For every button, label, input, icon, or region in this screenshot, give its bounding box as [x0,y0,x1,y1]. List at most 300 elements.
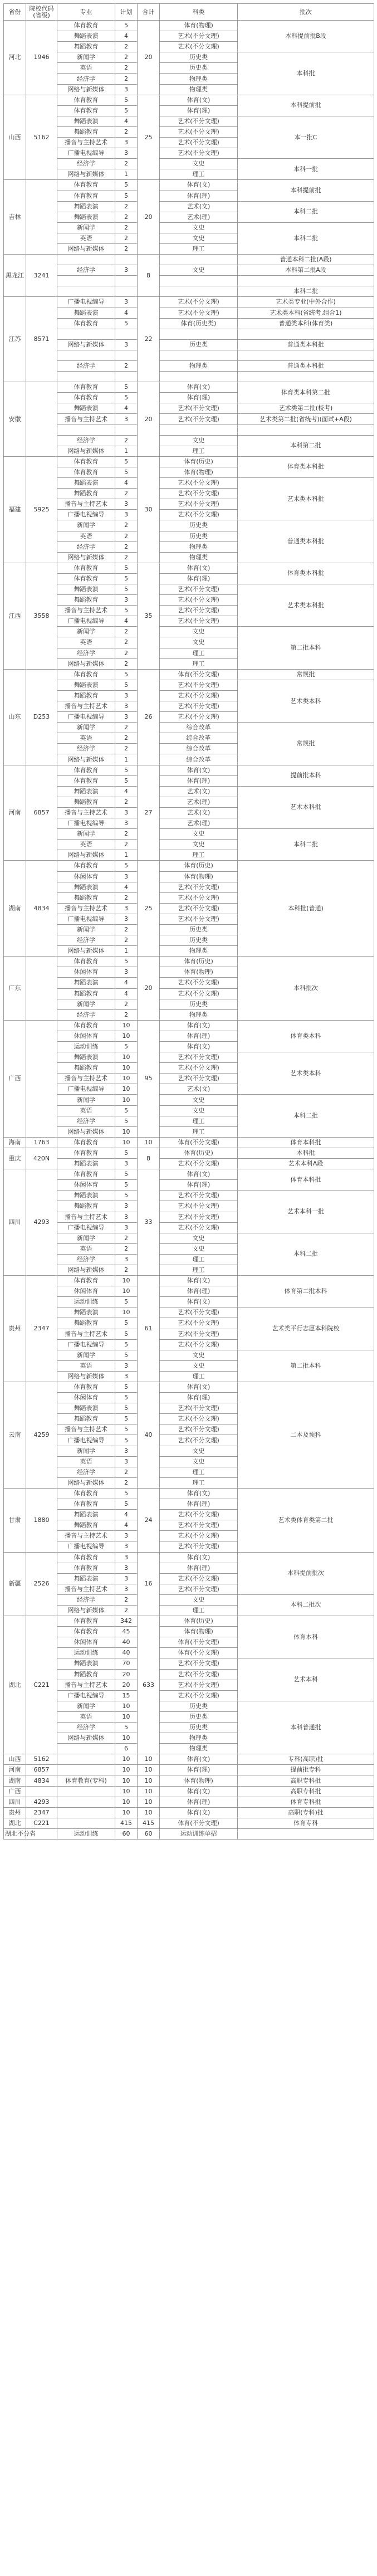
subject-category-cell: 艺术(不分文理) [160,1680,238,1690]
plan-cell: 1 [115,850,138,861]
major-cell: 广播电视编导 [57,1541,115,1552]
major-cell: 舞蹈表演 [57,680,115,690]
subject-category-cell: 体育(理) [160,775,238,786]
subject-category-cell [160,329,238,339]
major-cell: 体育教育(专科) [57,1775,115,1786]
subject-category-cell: 艺术(不分文理) [160,1520,238,1531]
plan-cell: 5 [115,21,138,31]
major-cell: 新闻学 [57,222,115,233]
batch-cell: 艺术类本科 [238,1052,374,1095]
table-row [4,786,374,797]
subject-category-cell: 艺术(不分文理) [160,903,238,914]
batch-cell: 艺术类体育类第二批 [238,1488,374,1552]
header-subject-category: 科类 [160,4,238,21]
plan-cell: 40 [115,1648,138,1658]
subject-category-cell: 艺术(不分文理) [160,403,238,414]
major-cell: 新闻学 [57,627,115,637]
plan-cell: 2 [115,489,138,499]
plan-cell: 5 [115,382,138,393]
batch-cell: 二本及预科 [238,1382,374,1489]
province-cell: 湖南 [4,1775,26,1786]
plan-cell: 10 [115,1733,138,1744]
major-cell: 舞蹈表演 [57,116,115,126]
major-cell: 播音与主持艺术 [57,1531,115,1541]
major-cell: 休闲体育 [57,967,115,978]
plan-cell: 3 [115,265,138,276]
table-row [4,478,374,489]
plan-cell: 5 [115,1488,138,1499]
total-cell: 33 [138,1169,160,1276]
subject-category-cell: 综合改革 [160,744,238,754]
subject-category-cell: 体育(不分文理) [160,669,238,680]
province-cell: 河南 [4,1765,26,1775]
total-cell: 22 [138,297,160,382]
table-row [4,723,374,733]
plan-cell: 4 [115,478,138,489]
major-cell: 舞蹈教育 [57,988,115,999]
subject-category-cell: 体育(历史) [160,1148,238,1158]
subject-category-cell: 体育(理) [160,191,238,201]
plan-cell: 5 [115,680,138,690]
subject-category-cell: 体育(理) [160,573,238,584]
plan-cell: 2 [115,1265,138,1275]
subject-category-cell: 艺术(不分文理) [160,1222,238,1233]
table-row [4,1276,374,1286]
subject-category-cell: 体育(理) [160,1563,238,1573]
table-row [4,339,374,350]
major-cell: 体育教育 [57,861,115,871]
major-cell: 经济学 [57,159,115,169]
major-cell: 广播电视编导 [57,616,115,627]
major-cell: 英语 [57,63,115,74]
subject-category-cell: 体育(历史) [160,1616,238,1627]
major-cell: 广播电视编导 [57,1222,115,1233]
major-cell: 英语 [57,1360,115,1371]
total-cell: 10 [138,1775,160,1786]
major-cell: 休闲体育 [57,1393,115,1403]
major-cell: 经济学 [57,361,115,372]
major-cell: 经济学 [57,1594,115,1605]
major-cell: 体育教育 [57,765,115,775]
major-cell: 网络与新媒体 [57,754,115,765]
plan-cell: 2 [115,658,138,669]
plan-cell: 10 [115,1286,138,1297]
batch-cell: 本科批次 [238,957,374,1021]
subject-category-cell: 艺术(不分文理) [160,712,238,723]
subject-category-cell: 艺术(不分文理) [160,690,238,701]
province-cell: 新疆 [4,1552,26,1616]
subject-category-cell: 文史 [160,1233,238,1243]
plan-cell: 5 [115,180,138,191]
major-cell: 播音与主持艺术 [57,701,115,712]
table-row [4,1828,374,1839]
batch-cell: 体育专科批 [238,1797,374,1807]
subject-category-cell: 艺术(不分文理) [160,584,238,594]
major-cell: 新闻学 [57,1701,115,1711]
subject-category-cell: 艺术(不分文理) [160,1658,238,1669]
table-row [4,1382,374,1393]
major-cell: 经济学 [57,1009,115,1020]
province-cell: 云南 [4,1382,26,1489]
subject-category-cell: 体育(物理) [160,467,238,477]
province-cell: 甘肃 [4,1488,26,1552]
institution-code-cell: 1946 [26,21,57,95]
table-row [4,584,374,594]
batch-cell: 本科第二批 [238,435,374,456]
subject-category-cell: 艺术(不分文理) [160,701,238,712]
plan-cell: 5 [115,1116,138,1126]
institution-code-cell: 4259 [26,1382,57,1489]
subject-category-cell: 体育(文) [160,1297,238,1307]
table-row [4,255,374,265]
major-cell: 网络与新媒体 [57,1605,115,1616]
plan-cell: 5 [115,456,138,467]
major-cell: 舞蹈教育 [57,690,115,701]
table-row [4,1159,374,1169]
subject-category-cell: 艺术(不分文理) [160,1052,238,1063]
major-cell: 体育教育 [57,1148,115,1158]
subject-category-cell: 艺术(不分文理) [160,148,238,159]
subject-category-cell: 艺术(不分文理) [160,1541,238,1552]
plan-cell: 2 [115,52,138,63]
batch-cell: 艺术类本科批 [238,478,374,520]
plan-cell: 2 [115,361,138,372]
batch-cell: 艺术类平行志愿本科院校 [238,1307,374,1350]
subject-category-cell: 体育(文) [160,180,238,191]
major-cell: 网络与新媒体 [57,84,115,95]
subject-category-cell: 体育(理) [160,105,238,116]
plan-cell: 10 [115,1020,138,1031]
plan-cell [115,350,138,360]
total-cell: 60 [138,1828,160,1839]
major-cell: 体育教育 [57,318,115,329]
header-province: 省份 [4,4,26,21]
province-cell: 四川 [4,1797,26,1807]
institution-code-cell: 5162 [26,1754,57,1765]
province-cell: 四川 [4,1169,26,1276]
subject-category-cell: 艺术(不分文理) [160,116,238,126]
subject-category-cell: 运动训练单招 [160,1828,238,1839]
subject-category-cell: 艺术(不分文理) [160,42,238,52]
plan-cell: 3 [115,148,138,159]
subject-category-cell: 体育(文) [160,1552,238,1563]
header-total: 合计 [138,4,160,21]
subject-category-cell: 体育(文) [160,1382,238,1393]
major-cell: 广播电视编导 [57,712,115,723]
plan-cell: 3 [115,1222,138,1233]
plan-cell: 15 [115,1690,138,1701]
subject-category-cell: 文史 [160,1446,238,1456]
institution-code-cell: C221 [26,1616,57,1754]
table-row [4,861,374,871]
plan-cell: 10 [115,1765,138,1775]
plan-cell: 4 [115,116,138,126]
plan-cell: 3 [115,871,138,882]
batch-cell: 高职专科批 [238,1786,374,1797]
table-row [4,52,374,63]
total-cell: 10 [138,1786,160,1797]
plan-cell: 3 [115,1371,138,1382]
major-cell: 体育教育 [57,1488,115,1499]
institution-code-cell: 4834 [26,861,57,957]
table-row [4,1148,374,1158]
major-cell: 播音与主持艺术 [57,1074,115,1084]
major-cell [57,425,115,435]
major-cell: 广播电视编导 [57,1084,115,1095]
table-row [4,1233,374,1243]
major-cell: 经济学 [57,1116,115,1126]
subject-category-cell: 体育(文) [160,1276,238,1286]
major-cell [57,1797,115,1807]
plan-cell: 3 [115,1159,138,1169]
plan-cell: 4 [115,616,138,627]
major-cell: 舞蹈表演 [57,1573,115,1584]
plan-cell: 2 [115,435,138,446]
major-cell: 英语 [57,233,115,243]
province-cell: 山西 [4,95,26,180]
header-major: 专业 [57,4,115,21]
table-row [4,765,374,775]
province-cell: 广西 [4,1020,26,1137]
total-cell: 16 [138,1552,160,1616]
subject-category-cell: 理工 [160,1254,238,1265]
batch-cell: 本一批C [238,116,374,158]
batch-cell [238,350,374,360]
table-row [4,1169,374,1180]
major-cell: 新闻学 [57,829,115,840]
subject-category-cell: 体育(理) [160,1393,238,1403]
subject-category-cell [160,255,238,265]
major-cell: 经济学 [57,1723,115,1733]
province-cell: 安徽 [4,382,26,457]
table-row [4,1616,374,1627]
subject-category-cell: 艺术(文) [160,807,238,818]
plan-cell: 10 [115,1052,138,1063]
plan-cell: 60 [115,1828,138,1839]
major-cell: 舞蹈表演 [57,882,115,892]
plan-cell: 10 [115,1701,138,1711]
plan-cell: 5 [115,318,138,329]
batch-cell: 本科一批 [238,159,374,180]
plan-cell: 3 [115,297,138,308]
institution-code-cell [26,957,57,1021]
table-row [4,159,374,169]
table-row [4,361,374,372]
subject-category-cell: 艺术(不分文理) [160,126,238,137]
plan-cell: 10 [115,1084,138,1095]
major-cell: 网络与新媒体 [57,1126,115,1137]
table-row [4,276,374,286]
plan-cell: 10 [115,1137,138,1148]
province-cell: 湖北不分省 [4,1828,26,1839]
plan-cell: 4 [115,403,138,414]
province-cell: 重庆 [4,1148,26,1169]
subject-category-cell: 体育(理) [160,1797,238,1807]
plan-cell: 3 [115,1584,138,1594]
total-cell: 10 [138,1765,160,1775]
plan-cell: 2 [115,999,138,1009]
plan-cell [115,372,138,382]
plan-cell: 2 [115,63,138,74]
major-cell: 舞蹈表演 [57,201,115,212]
batch-cell: 体育类本科 [238,1020,374,1052]
plan-cell: 2 [115,520,138,531]
major-cell: 体育教育 [57,1020,115,1031]
plan-cell: 2 [115,531,138,541]
plan-cell: 3 [115,712,138,723]
plan-cell: 3 [115,138,138,148]
plan-cell: 5 [115,1329,138,1339]
institution-code-cell: 420N [26,1148,57,1169]
subject-category-cell: 体育(历史) [160,957,238,967]
plan-cell: 2 [115,797,138,807]
plan-cell: 4 [115,988,138,999]
table-row [4,435,374,446]
major-cell: 体育教育 [57,957,115,967]
batch-cell: 本科第二批A段 [238,265,374,276]
table-row [4,520,374,531]
subject-category-cell: 文史 [160,222,238,233]
subject-category-cell [160,372,238,382]
major-cell: 体育教育 [57,180,115,191]
total-cell: 25 [138,861,160,957]
plan-cell: 45 [115,1627,138,1637]
major-cell: 英语 [57,531,115,541]
major-cell: 播音与主持艺术 [57,1680,115,1690]
plan-cell: 5 [115,1499,138,1510]
major-cell: 网络与新媒体 [57,850,115,861]
major-cell: 广播电视编导 [57,914,115,924]
major-cell: 广播电视编导 [57,510,115,520]
batch-cell: 第二批本科 [238,1350,374,1382]
plan-cell: 2 [115,637,138,648]
plan-cell: 3 [115,339,138,350]
plan-cell: 2 [115,126,138,137]
subject-category-cell: 艺术(不分文理) [160,1318,238,1329]
plan-cell: 10 [115,1031,138,1041]
batch-cell: 提前批本科 [238,765,374,786]
batch-cell: 本科二批 [238,829,374,861]
batch-cell: 体育本科批 [238,1169,374,1191]
table-row [4,21,374,31]
major-cell: 网络与新媒体 [57,658,115,669]
plan-cell: 10 [115,1775,138,1786]
subject-category-cell: 理工 [160,1467,238,1477]
batch-cell: 提前批专科 [238,1765,374,1775]
plan-cell: 10 [115,1063,138,1074]
batch-cell: 艺术类本科(省统考,组合1) [238,308,374,318]
plan-cell: 5 [115,1339,138,1350]
table-row [4,456,374,467]
plan-cell: 5 [115,105,138,116]
subject-category-cell: 艺术(不分文理) [160,1191,238,1201]
major-cell: 广播电视编导 [57,148,115,159]
plan-cell: 3 [115,1360,138,1371]
subject-category-cell: 文史 [160,1360,238,1371]
plan-cell: 2 [115,233,138,243]
plan-cell: 4 [115,1510,138,1520]
subject-category-cell: 艺术(不分文理) [160,914,238,924]
table-row [4,680,374,690]
batch-cell: 常规批 [238,723,374,765]
subject-category-cell: 艺术(不分文理) [160,882,238,892]
plan-cell: 3 [115,1563,138,1573]
major-cell: 休闲体育 [57,1286,115,1297]
major-cell: 网络与新媒体 [57,552,115,563]
subject-category-cell: 艺术(不分文理) [160,892,238,903]
subject-category-cell: 艺术(不分文理) [160,1159,238,1169]
table-row [4,1765,374,1775]
major-cell: 舞蹈教育 [57,1201,115,1212]
subject-category-cell: 历史类 [160,531,238,541]
major-cell: 舞蹈表演 [57,31,115,42]
subject-category-cell: 体育(文) [160,95,238,105]
institution-code-cell: C221 [26,1818,57,1828]
subject-category-cell: 体育(理) [160,1180,238,1191]
subject-category-cell: 艺术(不分文理) [160,1074,238,1084]
subject-category-cell: 体育(文) [160,765,238,775]
major-cell: 舞蹈表演 [57,1159,115,1169]
major-cell: 经济学 [57,74,115,84]
plan-cell: 2 [115,733,138,744]
total-cell: 8 [138,1148,160,1169]
major-cell [57,255,115,265]
table-row [4,1807,374,1818]
subject-category-cell: 体育(理) [160,1765,238,1775]
plan-cell: 5 [115,1318,138,1329]
plan-cell: 5 [115,1382,138,1393]
institution-code-cell: 4834 [26,1775,57,1786]
subject-category-cell: 艺术(不分文理) [160,478,238,489]
institution-code-cell: 3558 [26,563,57,669]
total-cell: 30 [138,456,160,563]
province-cell: 湖北 [4,1616,26,1754]
plan-cell: 5 [115,1350,138,1360]
table-row [4,116,374,126]
subject-category-cell: 艺术(不分文理) [160,414,238,425]
subject-category-cell: 艺术(不分文理) [160,489,238,499]
major-cell: 网络与新媒体 [57,1265,115,1275]
subject-category-cell: 艺术(文) [160,786,238,797]
table-row [4,1488,374,1499]
subject-category-cell: 艺术(不分文理) [160,1329,238,1339]
subject-category-cell: 体育(历史) [160,456,238,467]
major-cell: 体育教育 [57,573,115,584]
subject-category-cell: 物理类 [160,1744,238,1754]
plan-cell: 2 [115,1233,138,1243]
province-cell: 湖北 [4,1818,26,1828]
subject-category-cell: 文史 [160,1350,238,1360]
table-row [4,425,374,435]
total-cell: 24 [138,1488,160,1552]
major-cell: 新闻学 [57,924,115,935]
batch-cell: 体育类本科第二批 [238,382,374,403]
header-plan: 计划 [115,4,138,21]
province-cell: 山西 [4,1754,26,1765]
major-cell: 舞蹈表演 [57,478,115,489]
major-cell: 播音与主持艺术 [57,903,115,914]
subject-category-cell: 文史 [160,1594,238,1605]
major-cell: 英语 [57,1105,115,1116]
plan-cell: 2 [115,222,138,233]
batch-cell: 体育类本科批 [238,456,374,477]
table-row [4,627,374,637]
plan-cell: 10 [115,1126,138,1137]
subject-category-cell: 文史 [160,840,238,850]
plan-cell: 2 [115,212,138,222]
major-cell: 舞蹈教育 [57,42,115,52]
header-institution-code: 院校代码(省级) [26,4,57,21]
